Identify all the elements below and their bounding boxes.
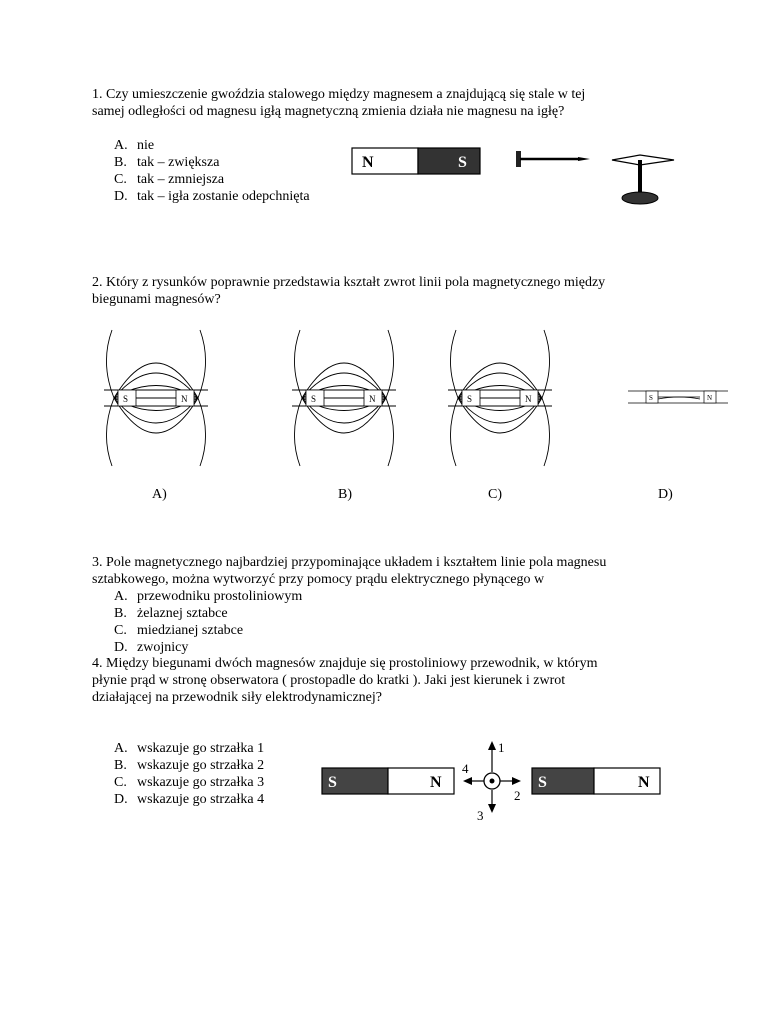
question-4-text — [92, 655, 692, 706]
q1-figure — [340, 138, 680, 216]
q4-option-c: C. wskazuje go strzałka 3 — [114, 775, 265, 790]
question-3-text — [92, 554, 692, 588]
q2c-left-pole: S — [467, 394, 473, 404]
question-2-line-2: biegunami magnesów? — [92, 292, 221, 307]
q1-nail — [516, 151, 590, 167]
q2d-right-pole: N — [707, 394, 713, 402]
q2-figure-a — [104, 328, 209, 468]
question-4-line-1: 4. Między biegunami dwóch magnesów znajduje się prostoliniowy przewodnik, w którym — [92, 656, 598, 671]
q3-option-b: B. żelaznej sztabce — [114, 606, 228, 621]
arrow-2-label: 2 — [514, 788, 521, 803]
q4-option-b: B. wskazuje go strzałka 2 — [114, 758, 265, 773]
q4-right-s-label: S — [538, 774, 547, 791]
q4-left-s-label: S — [328, 774, 337, 791]
question-3-line-1: 3. Pole magnetycznego najbardziej przypominające układem i kształtem linie pola magnesu — [92, 555, 607, 570]
question-4-line-3: działającej na przewodnik siły elektrodynamicznej? — [92, 690, 382, 705]
q1-option-a: A. nie — [114, 138, 155, 153]
arrow-3-label: 3 — [477, 808, 484, 823]
q2b-right-pole: N — [369, 394, 376, 404]
q2-figure-b — [292, 328, 397, 468]
q1-compass-needle — [612, 155, 674, 204]
q1-option-c: C. tak – zmniejsza — [114, 172, 225, 187]
arrow-4-label: 4 — [462, 761, 469, 776]
question-4-line-2: płynie prąd w stronę obserwatora ( prostopadle do kratki ). Jaki jest kierunek i zwrot — [92, 673, 566, 688]
q4-left-n-label: N — [430, 774, 442, 791]
arrow-1-label: 1 — [498, 740, 505, 755]
q1-bar-magnet — [352, 148, 480, 174]
q3-option-c: C. miedzianej sztabce — [114, 623, 244, 638]
q4-option-d: D. wskazuje go strzałka 4 — [114, 792, 265, 807]
q2c-right-pole: N — [525, 394, 532, 404]
q2d-left-pole: S — [649, 394, 653, 402]
question-3-line-2: sztabkowego, można wytworzyć przy pomocy prądu elektrycznego płynącego w — [92, 572, 545, 587]
question-2-text — [92, 274, 692, 308]
question-1-line-2: samej odległości od magnesu igłą magnetyczną zmienia działa nie magnesu na igłę? — [92, 104, 565, 119]
question-2-line-1: 2. Który z rysunków poprawnie przedstawia kształt zwrot linii pola magnetycznego między — [92, 275, 606, 290]
q2b-left-pole: S — [311, 394, 317, 404]
q2a-right-pole: N — [181, 394, 188, 404]
q1-magnet-n-label: N — [362, 154, 374, 171]
q4-figure — [316, 736, 666, 824]
q2-caption-c: C) — [488, 487, 502, 502]
q2-caption-d: D) — [658, 487, 673, 502]
q4-right-magnet — [532, 768, 660, 794]
q2a-left-pole: S — [123, 394, 129, 404]
q3-option-a: A. przewodniku prostoliniowym — [114, 589, 303, 604]
q4-right-n-label: N — [638, 774, 650, 791]
q4-conductor-with-arrows — [462, 740, 521, 823]
q2-caption-a: A) — [152, 487, 167, 502]
q4-option-a: A. wskazuje go strzałka 1 — [114, 741, 265, 756]
q1-option-d: D. tak – igła zostanie odepchnięta — [114, 189, 310, 204]
q2-caption-b: B) — [338, 487, 352, 502]
q1-option-b: B. tak – zwiększa — [114, 155, 220, 170]
q4-left-magnet — [322, 768, 454, 794]
q2-figure-d — [628, 386, 730, 408]
q2-figure-c — [448, 328, 553, 468]
question-1-line-1: 1. Czy umieszczenie gwoździa stalowego między magnesem a znajdującą się stale w tej — [92, 87, 586, 102]
q3-option-d: D. zwojnicy — [114, 640, 189, 655]
question-1-text — [92, 86, 692, 120]
q1-magnet-s-label: S — [458, 154, 467, 171]
